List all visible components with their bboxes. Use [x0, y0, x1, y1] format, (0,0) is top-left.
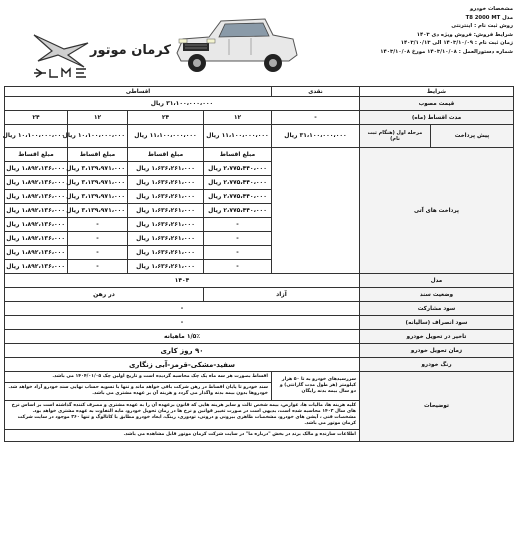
kmc-logo [28, 29, 171, 79]
table-row [5, 330, 514, 344]
row-label: مدت اقساط (ماه) [360, 111, 514, 125]
cell: - [204, 246, 272, 260]
table-row [5, 358, 514, 372]
spec-line: مدل T8 2000 MT [465, 14, 513, 21]
cell: ۱،۸۹۲،۱۳۶،۰۰۰ ریال [5, 190, 68, 204]
cell: ۳،۱۳۹،۹۷۱،۰۰۰ ریال [68, 176, 128, 190]
cell: ۳،۱۳۹،۹۷۱،۰۰۰ ریال [68, 190, 128, 204]
note-installment: اقساط بصورت هر سه ماه یک چک محاسبه گردیده است و تاریخ اولین چک ۱۴۰۴/۰۱/۰۵ می باشد. [5, 372, 272, 383]
cell: - [68, 260, 128, 274]
cell: - [68, 232, 128, 246]
cell: - [68, 246, 128, 260]
note-general: اطلاعات سازنده و مالک برند در بخش "درباره ما" در سایت شرکت کرمان موتور قابل مشاهده می باشد. [5, 430, 360, 441]
cell: ۱،۶۳۶،۲۶۱،۰۰۰ ریال [128, 260, 204, 274]
cell: ۱،۸۹۲،۱۳۶،۰۰۰ ریال [5, 162, 68, 176]
cell: ۲۴ [128, 111, 204, 125]
cell: ۱،۸۹۲،۱۳۶،۰۰۰ ریال [5, 218, 68, 232]
table-row [5, 125, 514, 148]
row-label: وضعیت سند [360, 288, 514, 302]
brand-name: کرمان موتور [90, 43, 171, 58]
cell: ۱،۶۳۶،۲۶۱،۰۰۰ ریال [128, 246, 204, 260]
cell: - [5, 302, 360, 316]
row-label: شرایط [360, 87, 514, 97]
cell: - [204, 260, 272, 274]
cell: ۱۲ [68, 111, 128, 125]
cell: ۳۱،۱۰۰،۰۰۰،۰۰۰ ریال [272, 125, 360, 148]
cell: ۲،۷۷۵،۴۴۰،۰۰۰ ریال [204, 176, 272, 190]
table-row [5, 316, 514, 330]
cell: ۱،۶۳۶،۲۶۱،۰۰۰ ریال [128, 218, 204, 232]
table-row [5, 87, 514, 97]
row-label: زمان تحویل خودرو [360, 344, 514, 358]
spec-line: شرایط فروش: فروش ویژه دی ۱۴۰۳ [416, 31, 513, 38]
row-label: توضیحات [360, 372, 514, 442]
cell: ۲،۷۷۵،۴۴۰،۰۰۰ ریال [204, 162, 272, 176]
row-label: پیش پرداخت [431, 125, 514, 148]
delivery-value: ۹۰ روز کاری [5, 344, 360, 358]
cell: ۱،۸۹۲،۱۳۶،۰۰۰ ریال [5, 204, 68, 218]
cell: - [272, 111, 360, 125]
spec-line: شماره دستورالعمل : ۱۴۰۳/۱۰/۰۸ مورخ ۱۴۰۳/۱۰/۰۸ [380, 48, 513, 55]
note-cash: سررسیدهای خودرو به تا ۵۰ هزار کیلومتر (هر طول مدت گارانتی) و دو سال بیمه بدنه رایگان [272, 372, 360, 401]
table-row [5, 274, 514, 288]
price-value: ۳۱،۱۰۰،۰۰۰،۰۰۰ ریال [5, 97, 360, 111]
note-line: کلیه هزینه ها، مالیات ها، عوارض، بیمه شخص ثالث و سایر هزینه هایی که قانون برعهده آن را به عهده مشتری و مصرف کننده گذاشته است بر اساس نرخ های سال ۱۴۰۳ محاسبه شده است، بدیهی است در صورت تغییر قوانین و نرخ ها در زمان تحویل خودرو، مابه التفاوت به عهده مشتری خواهد بود. [11, 402, 356, 414]
cell: ۱،۶۳۶،۲۶۱،۰۰۰ ریال [128, 176, 204, 190]
cell: ۱۰،۱۰۰،۰۰۰،۰۰۰ ریال [5, 125, 68, 148]
table-row [5, 97, 514, 111]
cell: ۱،۶۳۶،۲۶۱،۰۰۰ ریال [128, 204, 204, 218]
cell: ۱،۸۹۲،۱۳۶،۰۰۰ ریال [5, 232, 68, 246]
doc-cash: آزاد [204, 288, 360, 302]
vehicle-specs [343, 5, 513, 57]
cell: - [5, 316, 360, 330]
color-value: سفید-مشکی-قرمز-آبی زنگاری [5, 358, 360, 372]
table-row [5, 302, 514, 316]
col-header: مبلغ اقساط [128, 148, 204, 162]
row-label: قیمت مصوب [360, 97, 514, 111]
cell: ۱،۶۳۶،۲۶۱،۰۰۰ ریال [128, 232, 204, 246]
cell: ۱۱،۱۰۰،۰۰۰،۰۰۰ ریال [128, 125, 204, 148]
cell: - [204, 218, 272, 232]
cell: ۲،۷۷۵،۴۴۰،۰۰۰ ریال [204, 204, 272, 218]
cell: ۱۰،۱۰۰،۰۰۰،۰۰۰ ریال [68, 125, 128, 148]
cell [272, 148, 360, 274]
cell: ۱۲ [204, 111, 272, 125]
note-line: سند خودرو تا پایان اقساط در رهن شرکت باقی خواهد ماند و تنها با تسویه حساب نهایی سند خودرو آزاد خواهد شد. [8, 385, 268, 391]
cell: ۱،۶۳۶،۲۶۱،۰۰۰ ریال [128, 162, 204, 176]
spec-line: روش ثبت نام : اینترنتی [451, 23, 513, 30]
col-header: مبلغ اقساط [5, 148, 68, 162]
row-label: رنگ خودرو [360, 358, 514, 372]
table-row [5, 288, 514, 302]
row-label: مدل [360, 274, 514, 288]
row-label: سود انصراف (سالیانه) [360, 316, 514, 330]
table-row [5, 372, 514, 383]
model-value: ۱۴۰۴ [5, 274, 360, 288]
cell: ۱،۸۹۲،۱۳۶،۰۰۰ ریال [5, 260, 68, 274]
spec-line: زمان ثبت نام : ۱۴۰۳/۱۰/۰۹ الی ۱۴۰۳/۱۰/۱۳ [400, 40, 513, 47]
cell: ۱،۸۹۲،۱۳۶،۰۰۰ ریال [5, 246, 68, 260]
installment-header: اقساطی [5, 87, 272, 97]
cell: ۱،۶۳۶،۲۶۱،۰۰۰ ریال [128, 190, 204, 204]
note-installment [5, 383, 272, 400]
conditions-table [4, 86, 514, 442]
table-row [5, 111, 514, 125]
cell: ۲۴ [5, 111, 68, 125]
note-line: خودروها بدون بیمه بدنه واگذار می گردد و هزینه آن بر عهده مشتری می باشد. [92, 391, 268, 397]
cell: ۱،۸۹۲،۱۳۶،۰۰۰ ریال [5, 176, 68, 190]
cell: ۱۱،۱۰۰،۰۰۰،۰۰۰ ریال [204, 125, 272, 148]
cell: - [204, 232, 272, 246]
col-header: مبلغ اقساط [68, 148, 128, 162]
pickup-truck-image [169, 9, 301, 77]
delay-value: ۱/۵٪ ماهیانه [5, 330, 360, 344]
doc-installment: در رهن [5, 288, 204, 302]
cell: - [68, 218, 128, 232]
cell: ۲،۷۷۵،۴۴۰،۰۰۰ ریال [204, 190, 272, 204]
note-general [5, 400, 360, 430]
header [4, 3, 513, 85]
note-line: مشخصات فنی ، آپشن های خودرو، مشخصات ظاهری بیرونی و درونی، تودوزی، رینگ، ابعاد خودرو مطابق با کاتالوگ و تنها ۳۶۰ موجود در سایت شرکت کرمان موتور می باشد. [17, 415, 356, 427]
cell: ۳،۱۳۹،۹۷۱،۰۰۰ ریال [68, 204, 128, 218]
row-label: سود مشارکت [360, 302, 514, 316]
row-label: تاخیر در تحویل خودرو [360, 330, 514, 344]
col-header: مبلغ اقساط [204, 148, 272, 162]
cash-header: نقدی [272, 87, 360, 97]
table-row [5, 148, 514, 162]
row-sublabel: مرحله اول (هنگام ثبت نام) [360, 125, 431, 148]
cell: ۳،۱۳۹،۹۷۱،۰۰۰ ریال [68, 162, 128, 176]
spec-line: مشخصات خودرو [469, 6, 513, 12]
row-label: پرداخت های آتی [360, 148, 514, 274]
table-row [5, 344, 514, 358]
